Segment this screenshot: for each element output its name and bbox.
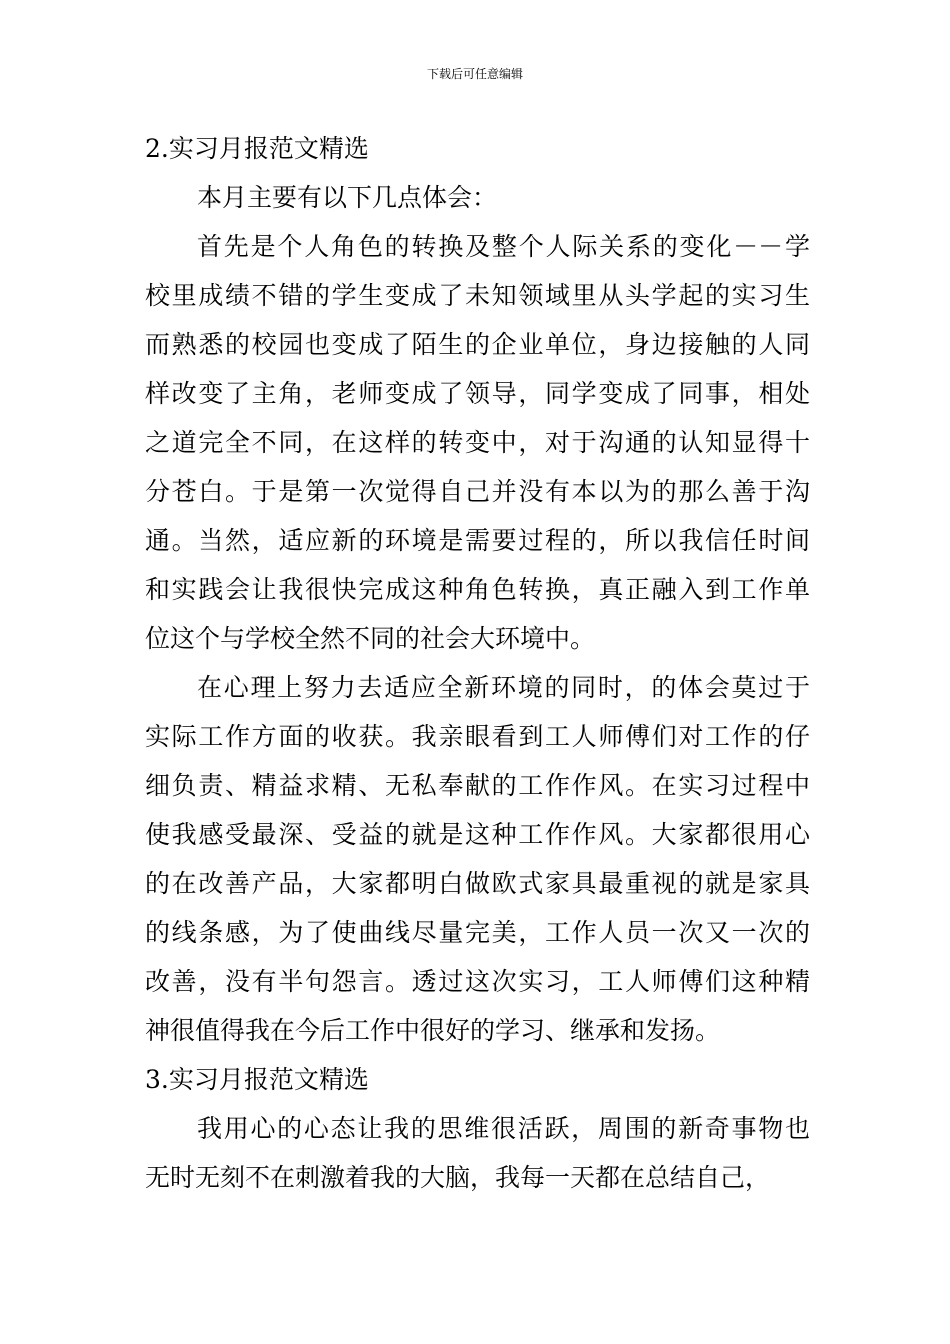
text-line: 无时无刻不在刺激着我的大脑，我每一天都在总结自己，	[145, 1163, 771, 1192]
text-line: 的线条感，为了使曲线尽量完美，工作人员一次又一次的	[145, 918, 810, 947]
paragraph	[145, 173, 810, 222]
text-line: 细负责、精益求精、无私奉献的工作作风。在实习过程中	[145, 771, 810, 800]
section-heading: 3.实习月报范文精选	[145, 1065, 369, 1094]
text-line: 的在改善产品，大家都明白做欧式家具最重视的就是家具	[145, 869, 810, 898]
document-body	[145, 124, 810, 1202]
paragraph	[145, 663, 810, 1055]
text-line: 改善，没有半句怨言。透过这次实习，工人师傅们这种精	[145, 967, 810, 996]
paragraph	[145, 1104, 810, 1202]
text-line: 本月主要有以下几点体会：	[197, 183, 498, 212]
text-line: 而熟悉的校园也变成了陌生的企业单位，身边接触的人同	[145, 330, 810, 359]
text-line: 我用心的心态让我的思维很活跃，周围的新奇事物也	[197, 1114, 810, 1143]
text-line: 校里成绩不错的学生变成了未知领域里从头学起的实习生	[145, 281, 810, 310]
text-line: 位这个与学校全然不同的社会大环境中。	[145, 624, 596, 653]
text-line: 样改变了主角，老师变成了领导，同学变成了同事，相处	[145, 379, 810, 408]
paragraph	[145, 222, 810, 663]
section-heading: 2.实习月报范文精选	[145, 134, 369, 163]
text-line: 分苍白。于是第一次觉得自己并没有本以为的那么善于沟	[145, 477, 810, 506]
text-line: 和实践会让我很快完成这种角色转换，真正融入到工作单	[145, 575, 810, 604]
text-line: 首先是个人角色的转换及整个人际关系的变化－－学	[197, 232, 810, 261]
text-line: 神很值得我在今后工作中很好的学习、继承和发扬。	[145, 1016, 721, 1045]
text-line: 之道完全不同，在这样的转变中，对于沟通的认知显得十	[145, 428, 810, 457]
header-note: 下载后可任意编辑	[426, 67, 523, 81]
text-line: 在心理上努力去适应全新环境的同时，的体会莫过于	[197, 673, 810, 702]
text-line: 实际工作方面的收获。我亲眼看到工人师傅们对工作的仔	[145, 722, 810, 751]
text-line: 通。当然，适应新的环境是需要过程的，所以我信任时间	[145, 526, 810, 555]
text-line: 使我感受最深、受益的就是这种工作作风。大家都很用心	[145, 820, 810, 849]
